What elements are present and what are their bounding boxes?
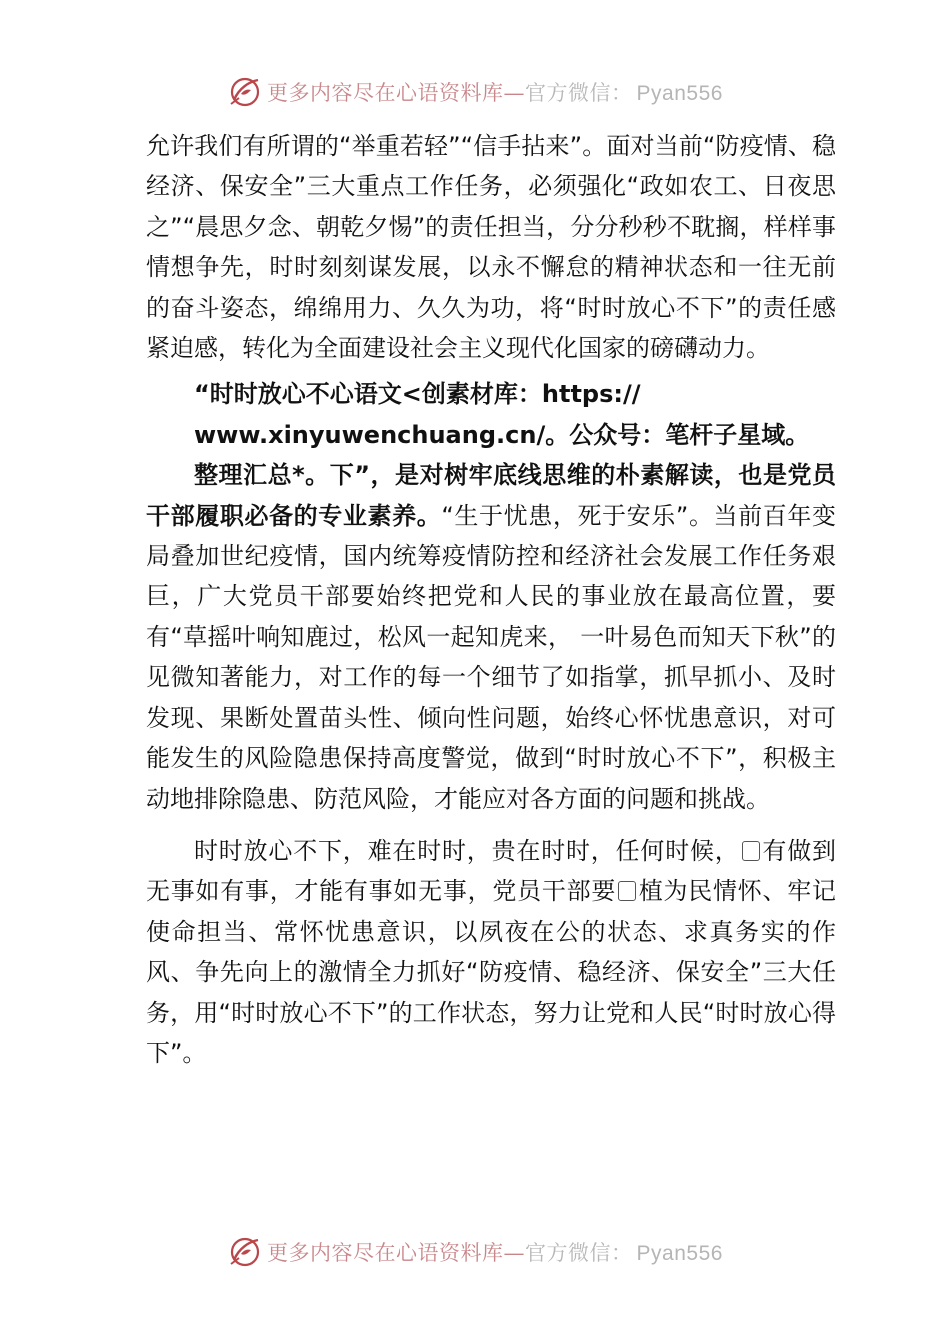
logo-icon: [227, 1234, 263, 1270]
paragraph-3-text: “生于忧患，死于安乐”。当前百年变局叠加世纪疫情，国内统筹疫情防控和经济社会发展工作任务艰巨，广大党员干部要始终把党和人民的事业放在最高位置，要有“草摇叶响知鹿过，松风一起知虎来， 一叶易色而知天下秋”的见微知著能力，对工作的每一个细节了如指掌，抓早抓小、及时发现、果断处置苗头性、倾向性问题，始终心怀忧患意识，对可能发生的风险隐患保持高度警觉，做到“时时放心不下”，积极主动地排除隐患、防范风险，才能应对各方面的问题和挑战。: [146, 501, 836, 813]
footer-banner-text: [267, 1237, 723, 1267]
document-body: [146, 126, 836, 1073]
paragraph-3: [146, 455, 836, 819]
footer-wechat-label: 官方微信：: [525, 1241, 633, 1265]
footer-banner: [0, 1232, 950, 1272]
footer-wechat-id: Pyan556: [636, 1242, 723, 1265]
header-banner: [0, 72, 950, 112]
paragraph-1: 允许我们有所谓的“举重若轻”“信手拈来”。面对当前“防疫情、稳经济、保安全”三大重点工作任务，必须强化“政如农工、日夜思之”“晨思夕念、朝乾夕惕”的责任担当，分分秒秒不耽搁，样样事情想争先，时时刻刻谋发展，以永不懈怠的精神状态和一往无前的奋斗姿态，绵绵用力、久久为功，将“时时放心不下”的责任感紧迫感，转化为全面建设社会主义现代化国家的磅礴动力。: [146, 132, 836, 363]
paragraph-4-part-b: 有做到无事如有事，才能有事如无事，党员干部要: [146, 836, 837, 906]
header-wechat-id: Pyan556: [636, 82, 723, 105]
footer-banner-title: 更多内容尽在心语资料库—: [267, 1241, 526, 1265]
paragraph-4-part-a: 时时放心不下，难在时时，贵在时时，任何时候，: [194, 836, 740, 865]
paragraph-3-bold: 整理汇总*。下”，是对树牢底线思维的朴素解读，也是党员干部履职必备的专业素养。: [146, 461, 836, 530]
watermark-line-1: “时时放心不心语文<创素材库：https://: [194, 380, 641, 409]
missing-glyph-icon: [742, 841, 760, 861]
paragraph-4: [146, 831, 836, 1073]
logo-icon: [227, 74, 263, 110]
header-banner-title: 更多内容尽在心语资料库—: [267, 81, 526, 105]
missing-glyph-icon: [618, 881, 636, 901]
paragraph-4-part-c: 植为民情怀、牢记使命担当、常怀忧患意识，以夙夜在公的状态、求真务实的作风、争先向上的激情全力抓好“防疫情、稳经济、保安全”三大任务，用“时时放心不下”的工作状态，努力让党和人民“时时放心得下”。: [146, 877, 837, 1067]
header-banner-text: [267, 77, 723, 107]
header-wechat-label: 官方微信：: [525, 81, 633, 105]
watermark-line-2: www.xinyuwenchuang.cn/。公众号：笔杆子星域。: [194, 420, 810, 449]
